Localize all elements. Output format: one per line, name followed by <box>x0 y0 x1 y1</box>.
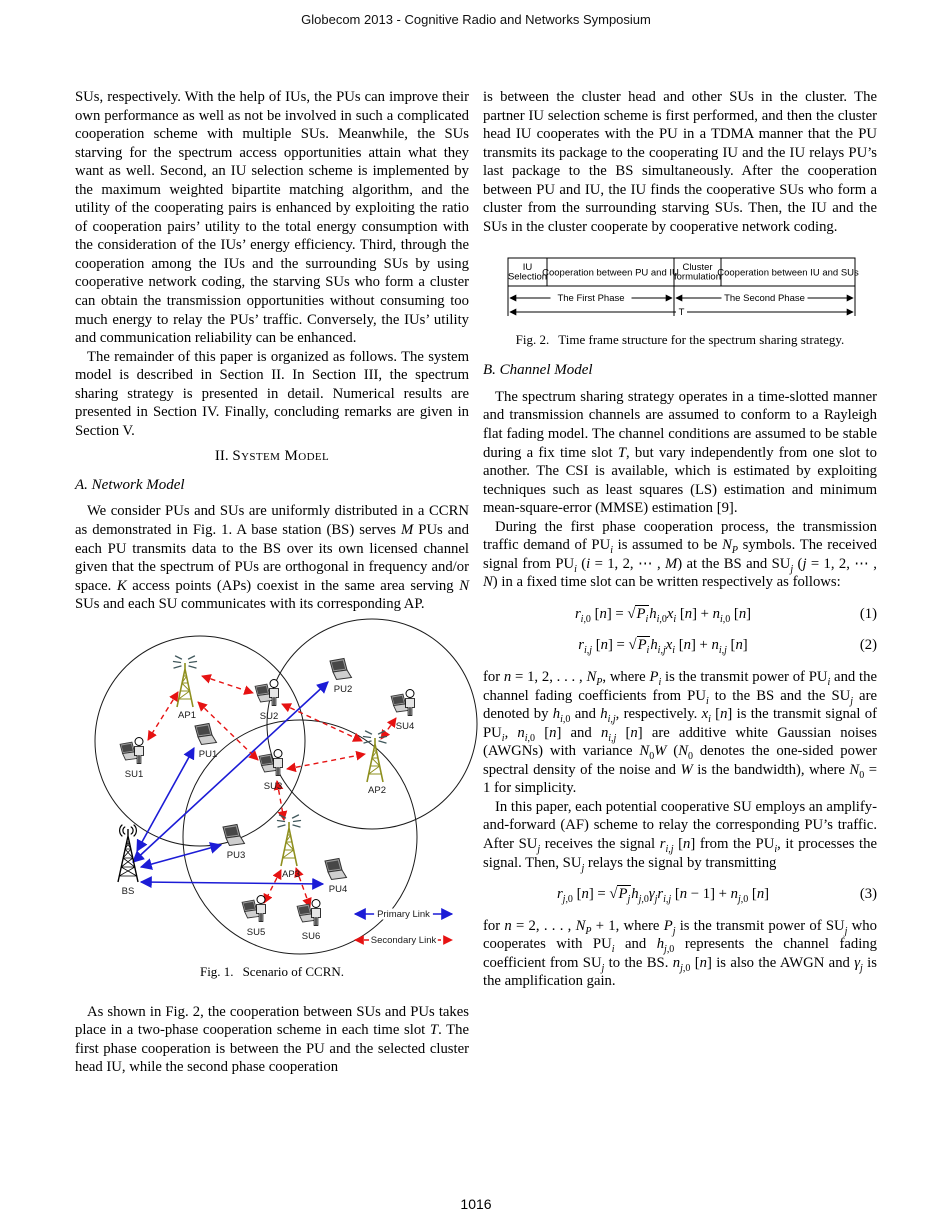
fig1-legend <box>355 908 452 946</box>
fig1-node-label: PU2 <box>333 683 353 695</box>
fig1-node-label: SU2 <box>259 710 279 722</box>
fig1-link-secondary <box>287 754 365 769</box>
fig1-node-label: SU4 <box>395 720 415 732</box>
fig1-caption <box>75 964 469 979</box>
paragraph-channel-2: During the first phase cooperation process, the transmission traffic demand of $PU_i$ is assumed to be $N_P$ symbols. The received signal from $PU_i$ (i = 1, 2, ⋯ , M) at the BS and $SU_j$ (j = 1, 2, ⋯ , N) in a fixed time slot can be written respectively as follows: <box>483 518 877 591</box>
fig1-link-primary <box>141 882 323 884</box>
fig2-total-time-label: T <box>678 307 685 319</box>
fig1-node-label: SU3 <box>263 780 283 792</box>
fig1-caption-text: Scenario of CCRN. <box>242 963 345 979</box>
legend-secondary-label: Secondary Link <box>370 934 437 946</box>
paragraph-channel-4: In this paper, each potential cooperative SU employs an amplify-and-forward (AF) scheme to relay the corresponding PU’s traffic. After $SU_j$ receives the signal $r_{i,j}$ [n] from the $PU_i$, it processes the signal. Then, $SU_j$ relays the signal by transmitting <box>483 798 877 874</box>
paragraph-outline: The remainder of this paper is organized as follows. The system model is described in Section II. In Section III, the spectrum sharing strategy is presented in detail. Numerical results are presented in Section IV. Finally, concluding remarks are given in Section V. <box>75 348 469 439</box>
fig2-cell-label: IU Selection <box>507 262 548 283</box>
left-column <box>75 88 469 1077</box>
equation-3-number: (3) <box>859 886 877 903</box>
section-number: II. <box>214 448 229 465</box>
fig1-node-label: AP3 <box>282 868 300 880</box>
fig1-link-primary <box>137 748 194 851</box>
coverage-circles <box>95 619 477 954</box>
section-heading-system-model <box>75 447 469 466</box>
equation-2-body: $r_{i,j}$ $[n] = √P_ih_{i,j}x_i$ $[n] + n_{i,j}$ [n] <box>578 637 748 657</box>
fig2-second-phase-label: The Second Phase <box>724 293 805 305</box>
fig1-node-pu1 <box>195 723 217 760</box>
paragraph-network-model: We consider PUs and SUs are uniformly distributed in a CCRN as demonstrated in Fig. 1. A base station (BS) serves M PUs and each PU transmits data to the BS over its own licensed channel given that the spectrum of PUs are orthogonal in frequency and/or space. K access points (APs) coexist in the same area serving N SUs and each SU communicates with its corresponding AP. <box>75 503 469 613</box>
fig2-first-phase-label: The First Phase <box>557 293 625 305</box>
fig1-node-label: SU5 <box>246 926 266 938</box>
paragraph-continued: SUs, respectively. With the help of IUs, the PUs can improve their own performance as well as not be involved in such a complicated cooperation scheme with multiple SUs. Meanwhile, the SUs starving for the spectrum access opportunities attain what they want as well. Second, an IU selection scheme is implemented by the maximum weighted bipartite matching algorithm, and the utility of the cooperating pairs is enhanced by exploiting the ratio of cooperation pairs’ utility to the total energy consumption with the consideration of the IUs’ energy efficiency. Third, through the cooperation among the IUs and the surrounding SUs by using cooperative network coding, the starving SUs who form a cluster can obtain the transmission opportunities without consuming too much energy to relay the PUs’ traffic. Conversely, the IUs’ utility and communication reliability can be enhanced. <box>75 89 469 347</box>
fig1-node-label: SU6 <box>301 930 321 942</box>
equation-1-body: $r_{i,0}$ $[n] = √P_ih_{i,0}x_i$ $[n] + n_{i,0}$ [n] <box>574 605 752 625</box>
figure-1 <box>75 619 469 979</box>
network-nodes <box>118 656 415 942</box>
right-column <box>483 88 877 1077</box>
fig2-timeframe-diagram <box>507 257 859 319</box>
page-number: 1016 <box>460 1196 492 1212</box>
fig1-node-su5 <box>242 895 265 938</box>
equation-2-number: (2) <box>859 637 877 654</box>
fig1-node-label: PU4 <box>328 883 348 895</box>
fig1-node-label: AP1 <box>178 709 196 721</box>
fig1-link-primary <box>141 845 221 867</box>
fig1-link-secondary <box>381 718 396 739</box>
conference-header: Globecom 2013 - Cognitive Radio and Networks Symposium <box>301 12 651 27</box>
fig1-node-label: PU3 <box>226 849 246 861</box>
fig1-node-pu2 <box>330 658 352 695</box>
fig2-cell-label: Cluster formulation <box>674 262 721 283</box>
fig1-node-su3 <box>259 749 282 792</box>
page-body <box>75 88 877 1077</box>
paragraph-continued: is between the cluster head and other SUs in the cluster. The partner IU selection scheme is first performed, and then the cluster head IU cooperates with the PU in a TDMA manner that the PU transmits its package to the cooperating IU and the IU relays PU’s last package to the BS simultaneously. After the cooperation between PU and IU, the IU finds the cooperative SUs who form a cluster from the surrounding starving SUs. Then, the IU and the SUs in the cluster cooperate by cooperative network coding. <box>483 89 877 235</box>
paragraph-channel-1: The spectrum sharing strategy operates in a time-slotted manner and transmission channels are assumed to conform to a Rayleigh flat fading model. The channel conditions are assumed to be stable during a fix time slot T, but vary independently from one slot to another. The CSI is available, which is estimated by exploiting techniques such as least squares (LS) estimation and minimum mean-square-error (MMSE) estimation [9]. <box>483 388 877 517</box>
fig2-cell-label: Cooperation between IU and SUs <box>717 267 859 279</box>
legend-primary-label: Primary Link <box>377 908 430 920</box>
coverage-circle <box>267 619 477 829</box>
fig1-link-secondary <box>202 676 253 693</box>
fig2-caption <box>483 332 877 347</box>
equation-3 <box>483 885 877 904</box>
fig1-network-diagram <box>75 619 490 959</box>
fig2-caption-text: Time frame structure for the spectrum sharing strategy. <box>558 332 845 348</box>
equation-3-body: $r_{j,0}$ $[n] = √P_jh_{j,0}\gamma_jr_{i,j}$ $[n - 1] + n_{j,0}$ [n] <box>556 886 770 905</box>
fig1-node-label: PU1 <box>198 748 218 760</box>
fig2-caption-label: Fig. 2. <box>515 332 550 348</box>
paragraph-two-phase: As shown in Fig. 2, the cooperation between SUs and PUs takes place in a two-phase cooperation scheme in each time slot T. The first phase cooperation is between the PU and the selected cluster head IU, while the second phase cooperation <box>75 1003 469 1076</box>
section-title: System Model <box>232 448 330 465</box>
fig2-cell-label: Cooperation between PU and IU <box>542 267 679 279</box>
fig1-node-su1 <box>120 737 143 780</box>
fig1-node-pu4 <box>325 858 347 895</box>
fig1-caption-label: Fig. 1. <box>199 963 234 979</box>
fig1-node-label: BS <box>121 885 135 897</box>
fig1-node-label: SU1 <box>124 768 144 780</box>
fig1-link-secondary <box>148 692 178 740</box>
fig1-node-ap1 <box>174 656 197 721</box>
figure-2 <box>483 257 877 347</box>
fig1-link-secondary <box>264 870 281 903</box>
paragraph-channel-3: for n = 1, 2, . . . , $N_P$, where $P_i$ is the transmit power of $PU_i$ and the channel fading coefficients from $PU_i$ to the BS and the $SU_j$ are denoted by $h_{i,0}$ and $h_{i,j}$, respectively. $x_i$ [n] is the transmit signal of $PU_i$, $n_{i,0}$ [n] and $n_{i,j}$ [n] are additive white Gaussian noises (AWGNs) with variance $N_0W$ ($N_0$ denotes the one-sided power spectral density of the noise and W is the bandwidth), where $N_0 = 1$ for simplicity. <box>483 669 877 797</box>
fig1-node-label: AP2 <box>368 784 386 796</box>
subsection-channel-model: B. Channel Model <box>483 362 593 379</box>
equation-1-number: (1) <box>859 605 877 622</box>
equation-2 <box>483 636 877 655</box>
fig1-node-su2 <box>255 679 278 722</box>
equation-1 <box>483 605 877 624</box>
fig1-node-su4 <box>391 689 414 732</box>
paragraph-channel-5: for n = 2, . . . , $N_P + 1$, where $P_j$ is the transmit power of $SU_j$ who cooperates with $PU_i$ and $h_{j,0}$ represents the channel fading coefficient from $SU_j$ to the BS. $n_{j,0}$ [n] is also the AWGN and $\gamma_j$ is the amplification gain. <box>483 917 877 990</box>
subsection-network-model: A. Network Model <box>75 476 185 493</box>
fig1-node-su6 <box>297 899 320 942</box>
